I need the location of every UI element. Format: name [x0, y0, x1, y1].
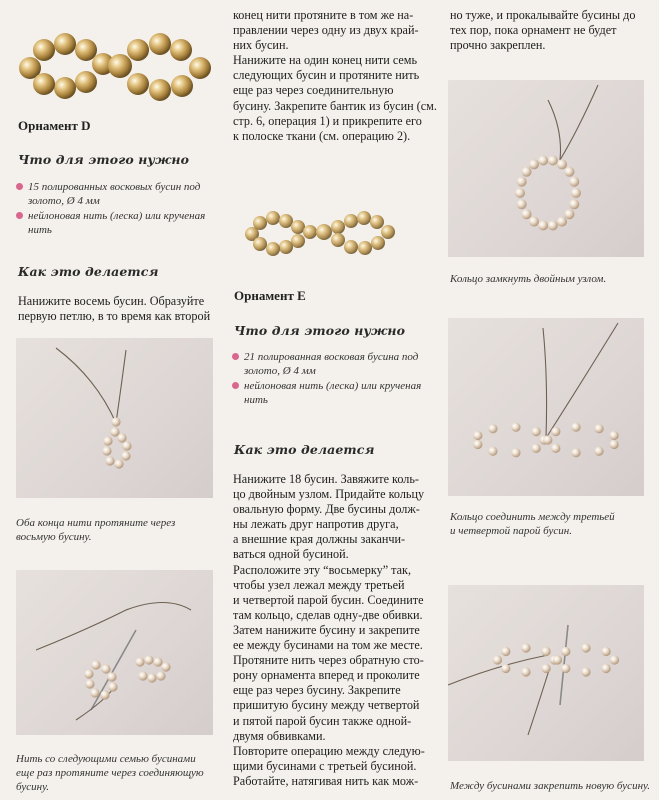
ornament-e-howto-heading: Как это делается [234, 442, 375, 457]
bead [564, 209, 574, 219]
step-photo-1 [16, 338, 213, 498]
bead [488, 447, 497, 456]
bead [571, 448, 580, 457]
bead [595, 424, 604, 433]
bead [542, 647, 551, 656]
bead [557, 159, 567, 169]
ornament-d-intro: Нанижите восемь бусин. Образуйте первую петлю, в то время как второй [18, 294, 211, 324]
bead [571, 423, 580, 432]
ornament-e-body: Нанижите 18 бусин. Завяжите коль- цо двойным узлом. Придайте кольцу овальную форму. Две бусины долж- ны лежать друг напротив друга, а внешние края должны заканчи- ваться одной бусиной. Расположите эту “восьмерку” так, чтобы узел лежал между третьей и четвертой парой бусин. Соедините там кольцо, сделав одну-две обивки. Затем нанижите бусину и закрепите ее между бусинами на том же месте. Протяните нить через обратную сто- рону орнамента вперед и проколите еще раз через бусину. Закрепите пришитую бусину между четвертой и пятой парой бусин также одной- двумя обвивками. Повторите операцию между следую- щими бусинами с третьей бусиной. Работайте, натягивая нить как мож- [233, 472, 425, 788]
bead [521, 667, 530, 676]
bead [522, 209, 532, 219]
bead [551, 444, 560, 453]
bead [473, 440, 482, 449]
ornament-e-materials-list [232, 350, 444, 408]
bead [511, 423, 520, 432]
bead [521, 643, 530, 652]
step-photo-2 [16, 570, 213, 735]
middle-top-text: конец нити протяните в том же на- правлении через одну из двух край- них бусин. Нанижите на один конец нити семь следующих бусин и протяните нить еще раз через соединительную бусину. Закрепите бантик из бусин (см. стр. 6, операция 1) и прикрепите его к полоске ткани (см. операцию 2). [233, 8, 437, 143]
bead [529, 217, 539, 227]
bead [610, 431, 619, 440]
bead [538, 220, 548, 230]
bead [473, 431, 482, 440]
bead [561, 647, 570, 656]
bead [561, 664, 570, 673]
bullet-icon [16, 183, 23, 190]
step-photo-3 [448, 80, 644, 257]
ornament-d-caption-2: Нить со следующими семью бусинами еще раз протяните через соединяющую бусину. [16, 753, 204, 793]
bead [511, 448, 520, 457]
bead [538, 156, 548, 166]
bead-loop-image [16, 338, 213, 498]
bead [564, 167, 574, 177]
bead [571, 188, 581, 198]
bead [488, 424, 497, 433]
bead [515, 188, 525, 198]
bead [595, 447, 604, 456]
bead [569, 199, 579, 209]
right-top-text: но туже, и прокалывайте бусины до тех пор, пока орнамент не будет прочно закреплен. [450, 8, 636, 53]
right-caption-2: Кольцо соединить между третьей и четвертой парой бусин. [450, 511, 615, 537]
ornament-e-beads-image [238, 208, 413, 264]
bead [569, 177, 579, 187]
bead-ring-image [448, 80, 644, 257]
right-caption-1: Кольцо замкнуть двойным узлом. [450, 273, 607, 285]
bead [610, 440, 619, 449]
ornament-d-caption-1: Оба конца нити протяните через восьмую бусину. [16, 517, 176, 543]
bead-needle-image [16, 570, 213, 735]
ornament-d-howto-heading: Как это делается [18, 264, 159, 279]
bead [581, 643, 590, 652]
step-photo-4 [448, 318, 644, 496]
bead-needle-stitch-image [448, 585, 644, 761]
right-caption-3: Между бусинами закрепить новую бусину. [450, 780, 650, 792]
bead [602, 647, 611, 656]
list-item: нейлоновая нить (леска) или крученая нить [232, 379, 444, 407]
bullet-icon [232, 382, 239, 389]
bead [532, 444, 541, 453]
bead [551, 427, 560, 436]
bullet-icon [16, 212, 23, 219]
bead [581, 667, 590, 676]
bead [602, 664, 611, 673]
bead [501, 647, 510, 656]
bead [532, 427, 541, 436]
list-item: 21 полированная восковая бусина под золото, Ø 4 мм [232, 350, 444, 378]
bead [517, 177, 527, 187]
list-item: нейлоновая нить (леска) или крученая нить [16, 209, 226, 237]
ornament-d-beads-image [8, 28, 223, 108]
list-item: 15 полированных восковых бусин под золото, Ø 4 мм [16, 180, 226, 208]
bead [543, 435, 552, 444]
bead [517, 199, 527, 209]
bullet-icon [232, 353, 239, 360]
bead [610, 655, 619, 664]
bead [557, 217, 567, 227]
ornament-d-title: Орнамент D [18, 118, 91, 133]
bead [548, 156, 558, 166]
step-photo-5 [448, 585, 644, 761]
ornament-d-materials-heading: Что для этого нужно [18, 152, 190, 167]
bead [542, 664, 551, 673]
bead [522, 167, 532, 177]
bead [553, 655, 562, 664]
bead [493, 655, 502, 664]
bead-figure-eight-image [448, 318, 644, 496]
ornament-d-materials-list [16, 180, 226, 238]
bead [548, 220, 558, 230]
bead [529, 159, 539, 169]
ornament-e-title: Орнамент Е [234, 288, 306, 303]
bead [501, 664, 510, 673]
ornament-e-materials-heading: Что для этого нужно [234, 323, 406, 338]
